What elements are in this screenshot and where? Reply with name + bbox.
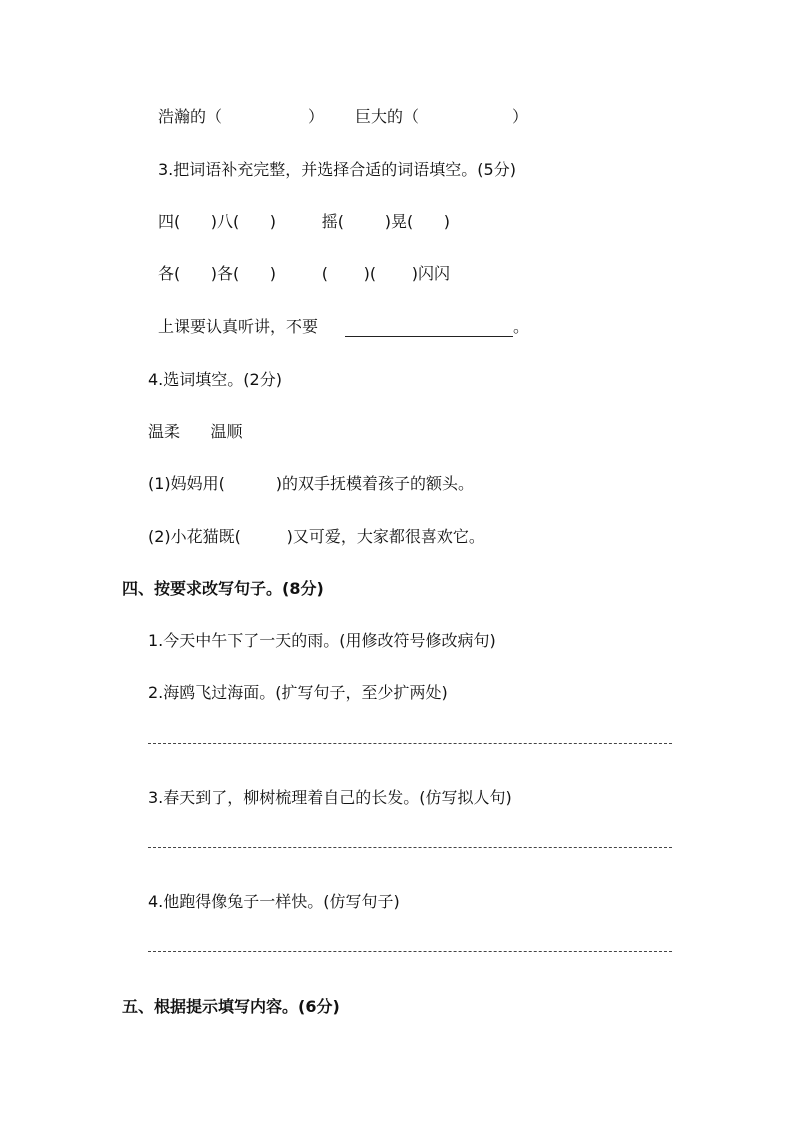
idiom-row-2: 各( )各( ) ( )( )闪闪 <box>158 264 450 283</box>
sentence-text: 上课要认真听讲，不要 <box>158 317 319 336</box>
section-4-heading: 四、按要求改写句子。(8分) <box>122 579 324 598</box>
word-prompt: 巨大的（ <box>355 107 420 126</box>
rewrite-question-3: 3.春天到了，柳树梳理着自己的长发。(仿写拟人句) <box>148 788 512 807</box>
section-5-heading: 五、根据提示填写内容。(6分) <box>122 997 340 1016</box>
answer-line[interactable] <box>148 743 672 744</box>
word-prompt: 浩瀚的（ <box>158 107 223 126</box>
word-prompt-close: ） <box>512 107 529 126</box>
question-4-item-2: (2)小花猫既( )又可爱，大家都很喜欢它。 <box>148 527 485 546</box>
rewrite-question-4: 4.他跑得像兔子一样快。(仿写句子) <box>148 892 400 911</box>
word-options: 温柔 温顺 <box>148 422 243 441</box>
question-4-item-1: (1)妈妈用( )的双手抚模着孩子的额头。 <box>148 474 475 493</box>
rewrite-question-2: 2.海鸥飞过海面。(扩写句子，至少扩两处) <box>148 683 448 702</box>
answer-line[interactable] <box>148 951 672 952</box>
idiom-row-1: 四( )八( ) 摇( )晃( ) <box>158 212 450 231</box>
answer-underline[interactable] <box>345 336 513 337</box>
rewrite-question-1: 1.今天中午下了一天的雨。(用修改符号修改病句) <box>148 631 496 650</box>
word-prompt-close: ） <box>308 107 325 126</box>
question-4-title: 4.选词填空。(2分) <box>148 370 282 389</box>
sentence-end: 。 <box>513 317 530 336</box>
question-3-title: 3.把词语补充完整，并选择合适的词语填空。(5分) <box>158 160 516 179</box>
answer-line[interactable] <box>148 847 672 848</box>
